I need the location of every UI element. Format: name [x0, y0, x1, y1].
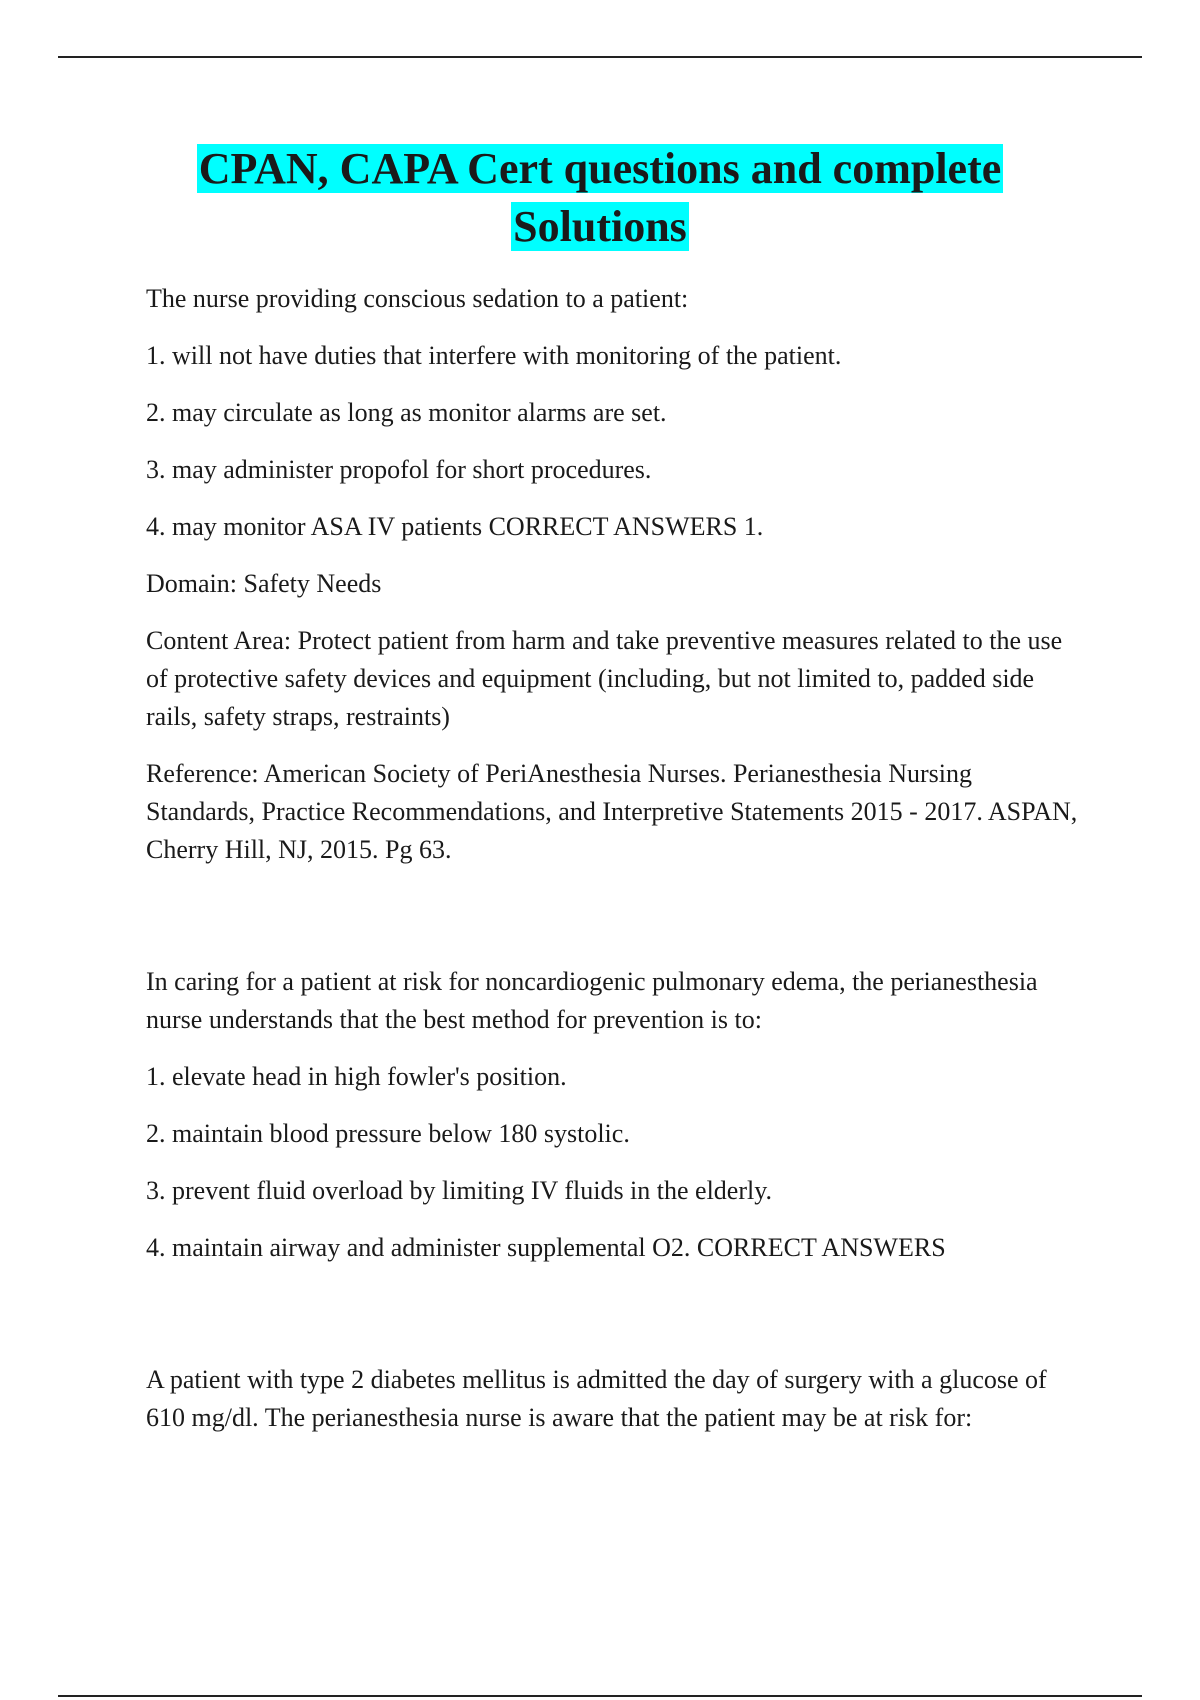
question-stem: In caring for a patient at risk for noncardiogenic pulmonary edema, the perianesthesia nurse understands that the best method for prevention is to: [146, 967, 1038, 1034]
bottom-rule [58, 1695, 1142, 1697]
question-domain: Domain: Safety Needs [146, 569, 382, 598]
top-rule [58, 56, 1142, 58]
title-line-2: Solutions [513, 202, 687, 251]
answer-option: 3. may administer propofol for short procedures. [146, 455, 652, 484]
document-body [146, 280, 1086, 1456]
question-2 [146, 963, 1086, 1267]
document-title [60, 140, 1140, 256]
answer-option: 2. maintain blood pressure below 180 systolic. [146, 1119, 630, 1148]
section-spacer [146, 888, 1086, 963]
answer-option: 2. may circulate as long as monitor alarms are set. [146, 398, 667, 427]
section-spacer [146, 1286, 1086, 1361]
question-reference: Reference: American Society of PeriAnesthesia Nurses. Perianesthesia Nursing Standards, Practice Recommendations, and Interpretive Statements 2015 - 2017. ASPAN, Cherry Hill, NJ, 2015. Pg 63. [146, 759, 1078, 864]
answer-option: 4. may monitor ASA IV patients CORRECT ANSWERS 1. [146, 512, 764, 541]
title-line-1: CPAN, CAPA Cert questions and complete [198, 144, 1002, 193]
answer-option: 4. maintain airway and administer supplemental O2. CORRECT ANSWERS [146, 1233, 946, 1262]
question-3 [146, 1361, 1086, 1437]
answer-option: 1. will not have duties that interfere with monitoring of the patient. [146, 341, 842, 370]
question-content-area: Content Area: Protect patient from harm and take preventive measures related to the use of protective safety devices and equipment (including, but not limited to, padded side rails, safety straps, restraints) [146, 626, 1063, 731]
answer-option: 1. elevate head in high fowler's position. [146, 1062, 567, 1091]
question-stem: The nurse providing conscious sedation to a patient: [146, 284, 689, 313]
question-stem: A patient with type 2 diabetes mellitus is admitted the day of surgery with a glucose of 610 mg/dl. The perianesthesia nurse is aware that the patient may be at risk for: [146, 1365, 1047, 1432]
question-1 [146, 280, 1086, 869]
answer-option: 3. prevent fluid overload by limiting IV fluids in the elderly. [146, 1176, 773, 1205]
